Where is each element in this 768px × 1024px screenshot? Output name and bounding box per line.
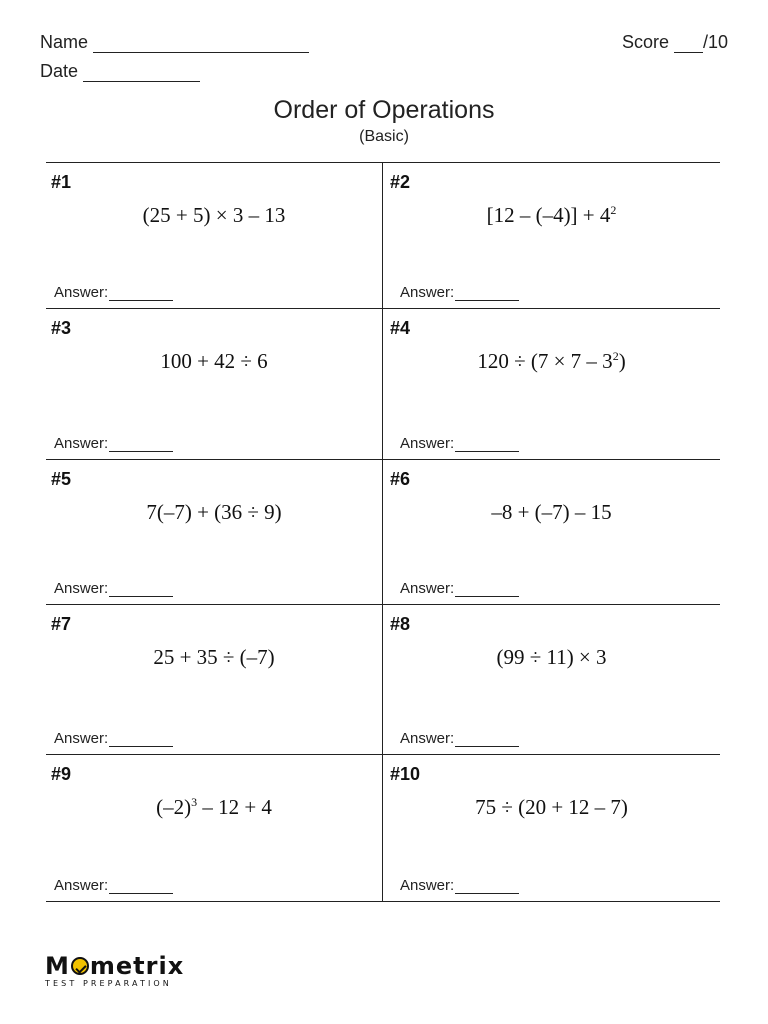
problem-number: #7 xyxy=(51,614,72,634)
expression-base: (–2) xyxy=(156,795,192,819)
page-title: Order of Operations xyxy=(273,96,495,124)
problem-number: #9 xyxy=(51,764,72,784)
problem-cell-5 xyxy=(46,460,383,604)
score-total: /10 xyxy=(702,32,728,52)
name-field xyxy=(40,32,309,53)
answer-field xyxy=(54,580,173,597)
problem-cell-4 xyxy=(383,309,720,459)
problem-cell-10 xyxy=(383,755,720,901)
answer-label: Answer: xyxy=(400,580,455,597)
problem-number: #6 xyxy=(390,469,411,489)
answer-field xyxy=(400,580,519,597)
problem-row xyxy=(46,163,720,309)
expression-base: [12 – (–4)] + 4 xyxy=(486,203,611,227)
problem-row xyxy=(46,755,720,902)
problem-expression: 75 ÷ (20 + 12 – 7) xyxy=(475,795,628,819)
answer-blank[interactable] xyxy=(109,584,173,597)
expression-base: 120 ÷ (7 × 7 – 3 xyxy=(477,349,613,373)
problem-cell-2 xyxy=(383,163,720,308)
problem-number: #8 xyxy=(390,614,411,634)
expression-exponent: 3 xyxy=(191,795,198,809)
problem-expression: (99 ÷ 11) × 3 xyxy=(496,645,607,669)
problem-row xyxy=(46,460,720,605)
problem-cell-7 xyxy=(46,605,383,754)
problem-number: #5 xyxy=(51,469,72,489)
answer-blank[interactable] xyxy=(455,288,519,301)
answer-blank[interactable] xyxy=(109,734,173,747)
answer-label: Answer: xyxy=(54,730,109,747)
answer-field xyxy=(54,730,173,747)
problem-expression xyxy=(46,795,382,820)
answer-label: Answer: xyxy=(54,580,109,597)
logo-letter-m: M xyxy=(45,952,70,980)
problem-cell-1 xyxy=(46,163,383,308)
problem-expression xyxy=(383,203,720,228)
answer-blank[interactable] xyxy=(455,734,519,747)
problem-number: #10 xyxy=(390,764,421,784)
date-blank[interactable] xyxy=(83,65,200,82)
problem-expression: 7(–7) + (36 ÷ 9) xyxy=(146,500,282,524)
logo-tagline: TEST PREPARATION xyxy=(45,979,172,988)
score-label: Score xyxy=(621,32,669,52)
problem-row xyxy=(46,605,720,755)
problem-expression xyxy=(383,349,720,374)
answer-blank[interactable] xyxy=(455,584,519,597)
score-blank[interactable] xyxy=(674,36,703,53)
answer-blank[interactable] xyxy=(109,881,173,894)
checkmark-icon xyxy=(71,957,89,975)
expression-exponent: 2 xyxy=(610,203,617,217)
problem-expression: (25 + 5) × 3 – 13 xyxy=(142,203,286,227)
answer-label: Answer: xyxy=(54,284,109,301)
answer-label: Answer: xyxy=(400,284,455,301)
date-field xyxy=(40,61,200,82)
answer-field xyxy=(400,877,519,894)
answer-field xyxy=(400,284,519,301)
logo-wordmark xyxy=(45,953,184,979)
logo-letters-metrix: metrix xyxy=(89,952,185,980)
answer-label: Answer: xyxy=(400,435,455,452)
mometrix-logo xyxy=(45,953,184,988)
answer-label: Answer: xyxy=(54,877,109,894)
answer-field xyxy=(54,435,173,452)
expression-exponent: 2 xyxy=(612,349,619,363)
problem-number: #2 xyxy=(390,172,411,192)
answer-blank[interactable] xyxy=(455,881,519,894)
expression-rest: – 12 + 4 xyxy=(197,795,272,819)
answer-blank[interactable] xyxy=(109,439,173,452)
answer-label: Answer: xyxy=(400,730,455,747)
problem-expression: 100 + 42 ÷ 6 xyxy=(160,349,268,373)
problem-expression: 25 + 35 ÷ (–7) xyxy=(153,645,275,669)
problem-row xyxy=(46,309,720,460)
answer-field xyxy=(54,284,173,301)
problem-cell-9 xyxy=(46,755,383,901)
answer-label: Answer: xyxy=(400,877,455,894)
problem-cell-3 xyxy=(46,309,383,459)
answer-field xyxy=(54,877,173,894)
answer-field xyxy=(400,730,519,747)
problem-number: #3 xyxy=(51,318,72,338)
problem-cell-8 xyxy=(383,605,720,754)
problem-expression: –8 + (–7) – 15 xyxy=(491,500,612,524)
problem-grid xyxy=(46,162,720,902)
date-label: Date xyxy=(40,61,79,81)
problem-cell-6 xyxy=(383,460,720,604)
answer-label: Answer: xyxy=(54,435,109,452)
problem-number: #1 xyxy=(51,172,72,192)
name-label: Name xyxy=(40,32,89,52)
problem-number: #4 xyxy=(390,318,411,338)
answer-field xyxy=(400,435,519,452)
expression-close: ) xyxy=(618,349,626,373)
name-blank[interactable] xyxy=(93,36,309,53)
page-subtitle: (Basic) xyxy=(359,128,409,145)
score-field xyxy=(622,32,728,53)
answer-blank[interactable] xyxy=(109,288,173,301)
answer-blank[interactable] xyxy=(455,439,519,452)
